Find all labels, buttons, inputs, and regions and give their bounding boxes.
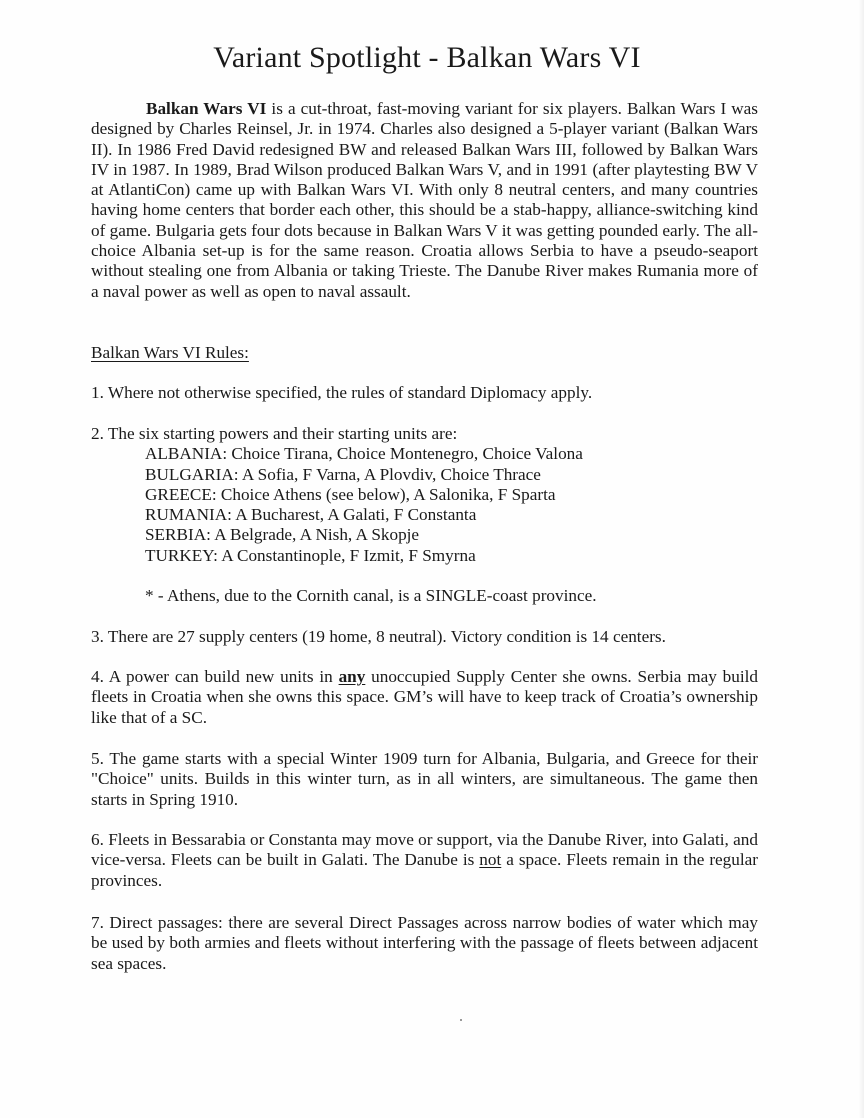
rule-2-text: 2. The six starting powers and their starting units are: — [91, 424, 458, 443]
page-title: Variant Spotlight - Balkan Wars VI — [213, 41, 641, 74]
rule-2 — [91, 424, 758, 566]
intro-bold-lead: Balkan Wars VI — [146, 99, 267, 118]
scan-speck — [460, 1019, 462, 1021]
rules-heading: Balkan Wars VI Rules: — [91, 343, 249, 362]
rule-7: 7. Direct passages: there are several Direct Passages across narrow bodies of water which may be used by both armies and fleets without interfering with the passage of fleets between adjacent sea spaces. — [91, 913, 758, 973]
rule-4-text-before: 4. A power can build new units in — [91, 667, 339, 686]
units-bulgaria: BULGARIA: A Sofia, F Varna, A Plovdiv, Choice Thrace — [145, 464, 541, 484]
units-turkey: TURKEY: A Constantinople, F Izmit, F Smyrna — [145, 545, 476, 565]
starting-units-list — [91, 444, 758, 566]
rule-4 — [91, 667, 758, 728]
rule-6 — [91, 830, 758, 891]
units-rumania: RUMANIA: A Bucharest, A Galati, F Constanta — [145, 505, 477, 525]
units-greece: GREECE: Choice Athens (see below), A Salonika, F Sparta — [145, 484, 556, 504]
rule-4-text-after: unoccupied Supply Center she owns. Serbia may build fleets in Croatia when she owns this space. GM’s will have to keep track of Croatia’s ownership like that of a SC. — [91, 667, 758, 727]
intro-paragraph — [91, 99, 758, 302]
rule-3: 3. There are 27 supply centers (19 home, 8 neutral). Victory condition is 14 centers. — [91, 627, 666, 646]
rule-1: 1. Where not otherwise specified, the rules of standard Diplomacy apply. — [91, 383, 593, 402]
athens-footnote: * - Athens, due to the Cornith canal, is a SINGLE-coast province. — [145, 586, 597, 605]
rule-6-text-after: a space. Fleets remain in the regular provinces. — [91, 850, 758, 890]
rule-6-emphasis-not: not — [479, 850, 502, 870]
rule-6-text-before: 6. Fleets in Bessarabia or Constanta may move or support, via the Danube River, into Galati, and vice-versa. Fleets can be built in Galati. The Danube is — [91, 830, 758, 870]
rule-5: 5. The game starts with a special Winter 1909 turn for Albania, Bulgaria, and Greece for their "Choice" units. Builds in this winter turn, as in all winters, are simultaneous. The game then starts in Spring 1910. — [91, 749, 758, 809]
intro-text: is a cut-throat, fast-moving variant for six players. Balkan Wars I was designed by Charles Reinsel, Jr. in 1974. Charles also designed a 5-player variant (Balkan Wars II). In 1986 Fred David redesigned BW and released Balkan Wars III, followed by Balkan Wars IV in 1987. In 1989, Brad Wilson produced Balkan Wars V, and in 1991 (after playtesting BW V at AtlantiCon) came up with Balkan Wars VI. With only 8 neutral centers, and many countries having home centers that border each other, this should be a stab-happy, alliance-switching kind of game. Bulgaria gets four dots because in Balkan Wars V it was getting pounded early. The all-choice Albania set-up is for the same reason. Croatia allows Serbia to have a pseudo-seaport without stealing one from Albania or taking Trieste. The Danube River makes Rumania more of a naval power as well as open to naval assault. — [91, 99, 758, 301]
page-edge-shadow — [858, 0, 864, 1118]
rule-4-emphasis-any: any — [338, 667, 366, 686]
units-albania: ALBANIA: Choice Tirana, Choice Montenegro, Choice Valona — [145, 444, 583, 464]
units-serbia: SERBIA: A Belgrade, A Nish, A Skopje — [145, 525, 420, 545]
